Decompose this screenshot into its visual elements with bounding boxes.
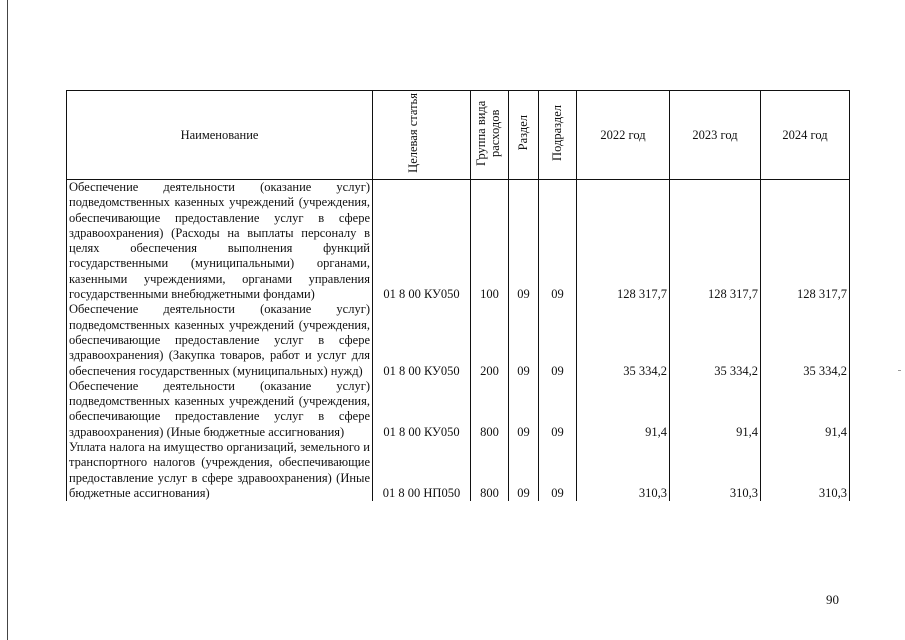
row-section: 09 bbox=[509, 180, 539, 303]
table-row bbox=[67, 440, 850, 501]
scan-artifact bbox=[898, 370, 901, 371]
table-row bbox=[67, 302, 850, 378]
left-margin-rule bbox=[7, 0, 8, 640]
row-expense-group: 200 bbox=[471, 302, 509, 378]
table-row bbox=[67, 180, 850, 303]
header-2022: 2022 год bbox=[577, 91, 670, 180]
row-2023: 128 317,7 bbox=[670, 180, 761, 303]
row-name: Обеспечение деятельности (оказание услуг) подведомственных казенных учреждений (учреждения, обеспечивающие предоставление услуг в сфере здравоохранения) (Расходы на выплаты персоналу в целях обеспечения выполнения функций государственными (муниципальными) органами, казенными учреждениями, органами управления государственными внебюджетными фондами) bbox=[67, 180, 373, 303]
row-section: 09 bbox=[509, 440, 539, 501]
row-2022: 91,4 bbox=[577, 379, 670, 440]
header-2023: 2023 год bbox=[670, 91, 761, 180]
row-expense-group: 800 bbox=[471, 440, 509, 501]
row-expense-group: 800 bbox=[471, 379, 509, 440]
row-2023: 310,3 bbox=[670, 440, 761, 501]
row-subsection: 09 bbox=[539, 440, 577, 501]
budget-table bbox=[66, 90, 850, 501]
row-2024: 35 334,2 bbox=[761, 302, 850, 378]
page-number: 90 bbox=[826, 592, 839, 607]
row-subsection: 09 bbox=[539, 180, 577, 303]
row-subsection: 09 bbox=[539, 379, 577, 440]
header-target-article: Целевая статья bbox=[373, 91, 471, 180]
row-2022: 310,3 bbox=[577, 440, 670, 501]
row-target-article: 01 8 00 КУ050 bbox=[373, 180, 471, 303]
table-row bbox=[67, 379, 850, 440]
row-2022: 128 317,7 bbox=[577, 180, 670, 303]
row-name: Обеспечение деятельности (оказание услуг) подведомственных казенных учреждений (учреждения, обеспечивающие предоставление услуг в сфере здравоохранения) (Иные бюджетные ассигнования) bbox=[67, 379, 373, 440]
row-2024: 310,3 bbox=[761, 440, 850, 501]
row-2023: 35 334,2 bbox=[670, 302, 761, 378]
row-section: 09 bbox=[509, 379, 539, 440]
row-2024: 128 317,7 bbox=[761, 180, 850, 303]
row-target-article: 01 8 00 КУ050 bbox=[373, 379, 471, 440]
row-2024: 91,4 bbox=[761, 379, 850, 440]
row-2022: 35 334,2 bbox=[577, 302, 670, 378]
row-target-article: 01 8 00 НП050 bbox=[373, 440, 471, 501]
row-expense-group: 100 bbox=[471, 180, 509, 303]
header-name: Наименование bbox=[67, 91, 373, 180]
row-target-article: 01 8 00 КУ050 bbox=[373, 302, 471, 378]
table-header-row bbox=[67, 91, 850, 180]
header-subsection: Подраздел bbox=[539, 91, 577, 180]
row-subsection: 09 bbox=[539, 302, 577, 378]
header-section: Раздел bbox=[509, 91, 539, 180]
row-name: Обеспечение деятельности (оказание услуг) подведомственных казенных учреждений (учреждения, обеспечивающие предоставление услуг в сфере здравоохранения) (Закупка товаров, работ и услуг для обеспечения государственных (муниципальных) нужд) bbox=[67, 302, 373, 378]
header-expense-group: Группа вида расходов bbox=[471, 91, 509, 180]
row-2023: 91,4 bbox=[670, 379, 761, 440]
row-section: 09 bbox=[509, 302, 539, 378]
row-name: Уплата налога на имущество организаций, земельного и транспортного налогов (учреждения, обеспечивающие предоставление услуг в сфере здравоохранения) (Иные бюджетные ассигнования) bbox=[67, 440, 373, 501]
header-2024: 2024 год bbox=[761, 91, 850, 180]
